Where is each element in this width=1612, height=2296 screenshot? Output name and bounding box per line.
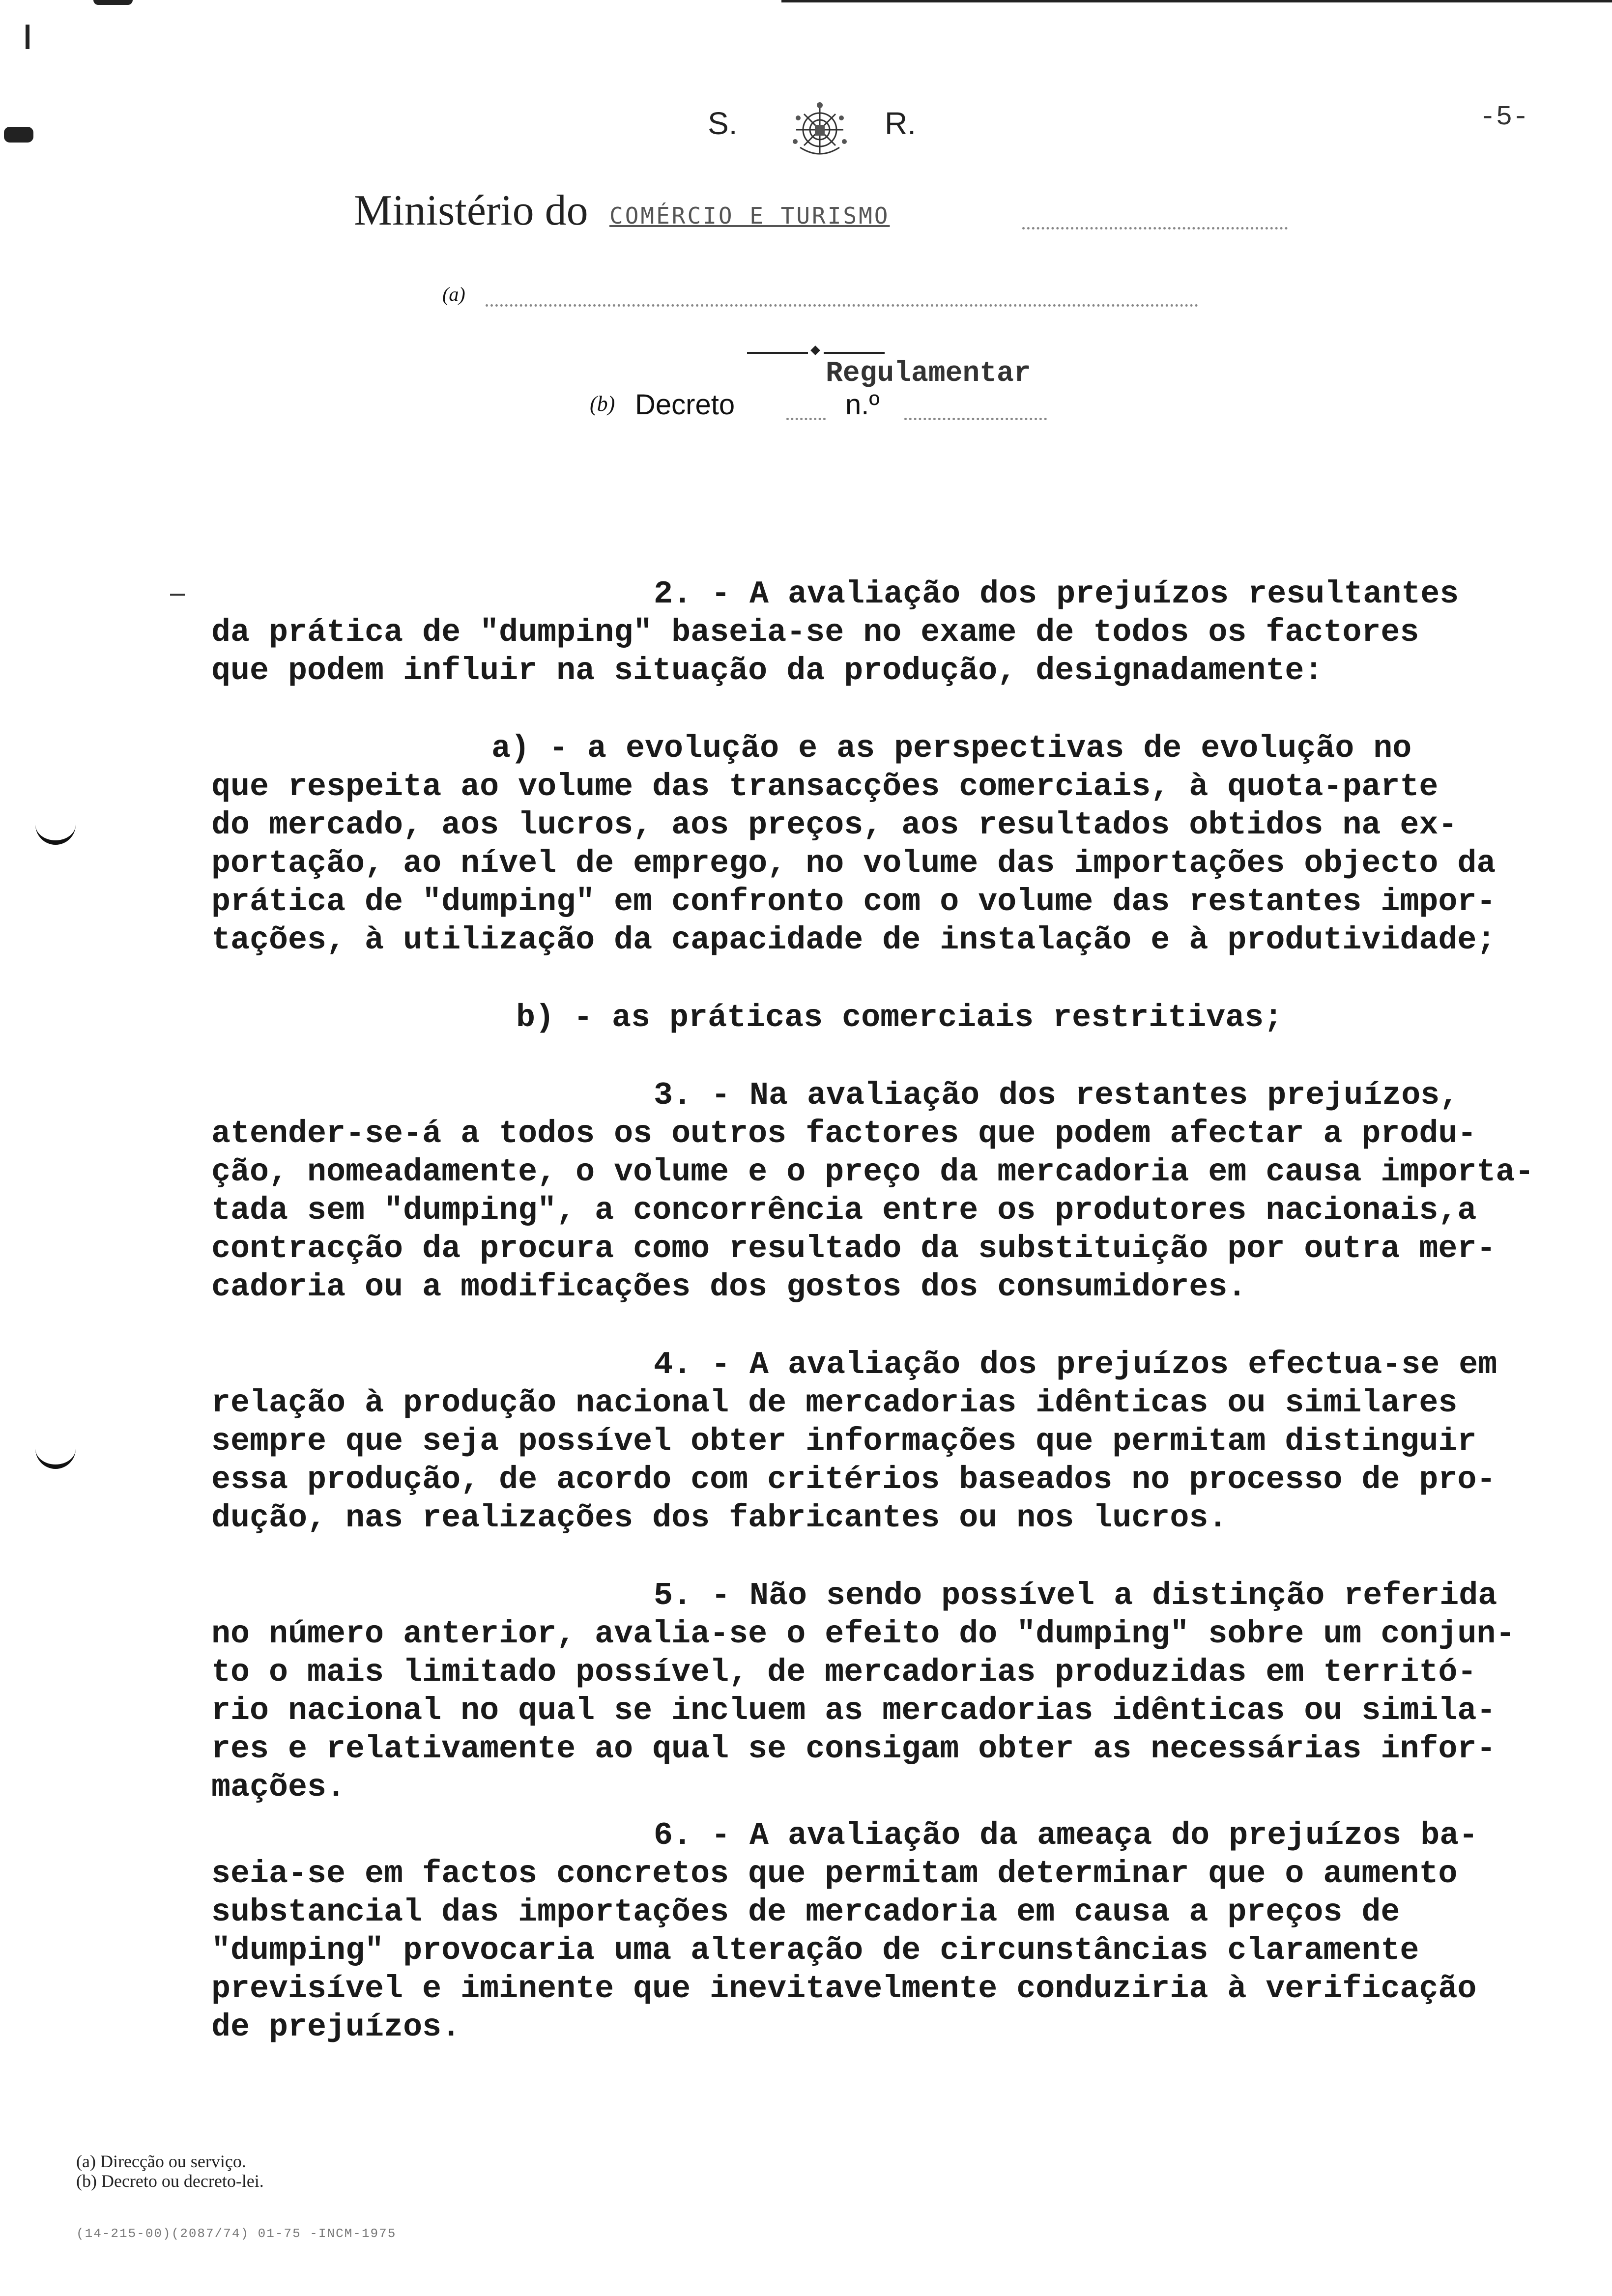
dotted-line	[486, 304, 1198, 307]
ministry-label: Ministério do	[354, 187, 588, 234]
ministry-value: COMÉRCIO E TURISMO	[609, 202, 890, 229]
paragraph-2	[211, 575, 1538, 690]
decree-type: Regulamentar	[826, 358, 1031, 390]
text-line: mações.	[211, 1769, 346, 1806]
print-code: (14-215-00)(2087/74) 01-75 -INCM-1975	[76, 2226, 397, 2241]
decree-label: Decreto	[635, 389, 735, 421]
text-line: tações, à utilização da capacidade de instalação e à produtividade;	[211, 922, 1496, 958]
paragraph-3	[211, 1076, 1538, 1306]
item-a	[211, 729, 1538, 959]
text-line: essa produção, de acordo com critérios baseados no processo de pro-	[211, 1462, 1496, 1498]
text-line: contracção da procura como resultado da substituição por outra mer-	[211, 1231, 1496, 1267]
scan-mark	[93, 0, 133, 5]
letterhead	[708, 98, 924, 157]
text-line: que podem influir na situação da produção, designadamente:	[211, 653, 1324, 689]
dotted-line	[786, 418, 826, 420]
ministry-field	[354, 186, 1288, 240]
text-line: tada sem "dumping", a concorrência entre os produtores nacionais,a	[211, 1192, 1477, 1229]
text-line: rio nacional no qual se incluem as mercadorias idênticas ou simila-	[211, 1693, 1496, 1729]
paragraph-6	[211, 1816, 1538, 2046]
letterhead-s: S.	[708, 106, 738, 141]
text-line: "dumping" provocaria uma alteração de circunstâncias claramente	[211, 1932, 1419, 1969]
text-line: portação, ao nível de emprego, no volume das importações objecto da	[211, 845, 1496, 882]
paragraph-4	[211, 1346, 1538, 1537]
text-line: a) - a evolução e as perspectivas de evolução no	[491, 730, 1412, 767]
paragraph-5	[211, 1577, 1538, 1807]
letterhead-r: R.	[885, 106, 916, 141]
decree-field	[590, 388, 1106, 428]
text-line: ção, nomeadamente, o volume e o preço da mercadoria em causa importa-	[211, 1154, 1534, 1190]
text-line: b) - as práticas comerciais restritivas;	[516, 1000, 1283, 1036]
text-line: substancial das importações de mercadoria em causa a preços de	[211, 1894, 1400, 1930]
margin-dash	[170, 594, 185, 596]
top-border-line	[781, 0, 1612, 2]
decree-footnote-ref: (b)	[590, 392, 615, 416]
text-line: no número anterior, avalia-se o efeito do "dumping" sobre um conjun-	[211, 1616, 1515, 1652]
text-line: 4. - A avaliação dos prejuízos efectua-se em	[654, 1347, 1497, 1383]
text-line: relação à produção nacional de mercadorias idênticas ou similares	[211, 1385, 1458, 1421]
text-line: de prejuízos.	[211, 2009, 461, 2045]
text-line: do mercado, aos lucros, aos preços, aos resultados obtidos na ex-	[211, 807, 1458, 843]
text-line: atender-se-á a todos os outros factores que podem afectar a produ-	[211, 1116, 1477, 1152]
text-line: da prática de "dumping" baseia-se no exame de todos os factores	[211, 614, 1419, 651]
text-line: to o mais limitado possível, de mercadorias produzidas em territó-	[211, 1654, 1477, 1691]
footnote-a: (a) Direcção ou serviço.	[76, 2152, 246, 2171]
ornament-divider	[747, 350, 885, 355]
text-line: 5. - Não sendo possível a distinção referida	[654, 1578, 1497, 1614]
document-body	[211, 575, 1538, 2086]
punch-hole-mark	[4, 127, 33, 143]
footnotes	[76, 2152, 666, 2191]
margin-mark	[35, 1445, 76, 1469]
text-line: 2. - A avaliação dos prejuízos resultantes	[654, 576, 1459, 612]
page-number: -5-	[1479, 101, 1529, 133]
text-line: previsível e iminente que inevitavelmente conduziria à verificação	[211, 1971, 1477, 2007]
text-line: sempre que seja possível obter informações que permitam distinguir	[211, 1423, 1477, 1460]
text-line: seia-se em factos concretos que permitam determinar que o aumento	[211, 1856, 1458, 1892]
footnote-b: (b) Decreto ou decreto-lei.	[76, 2171, 264, 2191]
text-line: res e relativamente ao qual se consigam obter as necessárias infor-	[211, 1731, 1496, 1767]
direction-field-label: (a)	[442, 283, 465, 305]
text-line: prática de "dumping" em confronto com o volume das restantes impor-	[211, 884, 1496, 920]
dotted-line	[904, 418, 1047, 420]
text-line: que respeita ao volume das transacções comerciais, à quota-parte	[211, 769, 1439, 805]
item-b	[211, 999, 1538, 1037]
text-line: dução, nas realizações dos fabricantes ou nos lucros.	[211, 1500, 1228, 1536]
margin-mark	[35, 821, 76, 845]
dotted-line	[1022, 227, 1288, 230]
text-line: 6. - A avaliação da ameaça do prejuízos ba-	[654, 1817, 1478, 1854]
text-line: 3. - Na avaliação dos restantes prejuízos,	[654, 1077, 1459, 1114]
scan-mark	[26, 25, 39, 49]
coat-of-arms-icon	[766, 98, 874, 162]
decree-number-label: n.º	[845, 389, 880, 421]
direction-field	[442, 283, 1199, 312]
text-line: cadoria ou a modificações dos gostos dos consumidores.	[211, 1269, 1247, 1305]
